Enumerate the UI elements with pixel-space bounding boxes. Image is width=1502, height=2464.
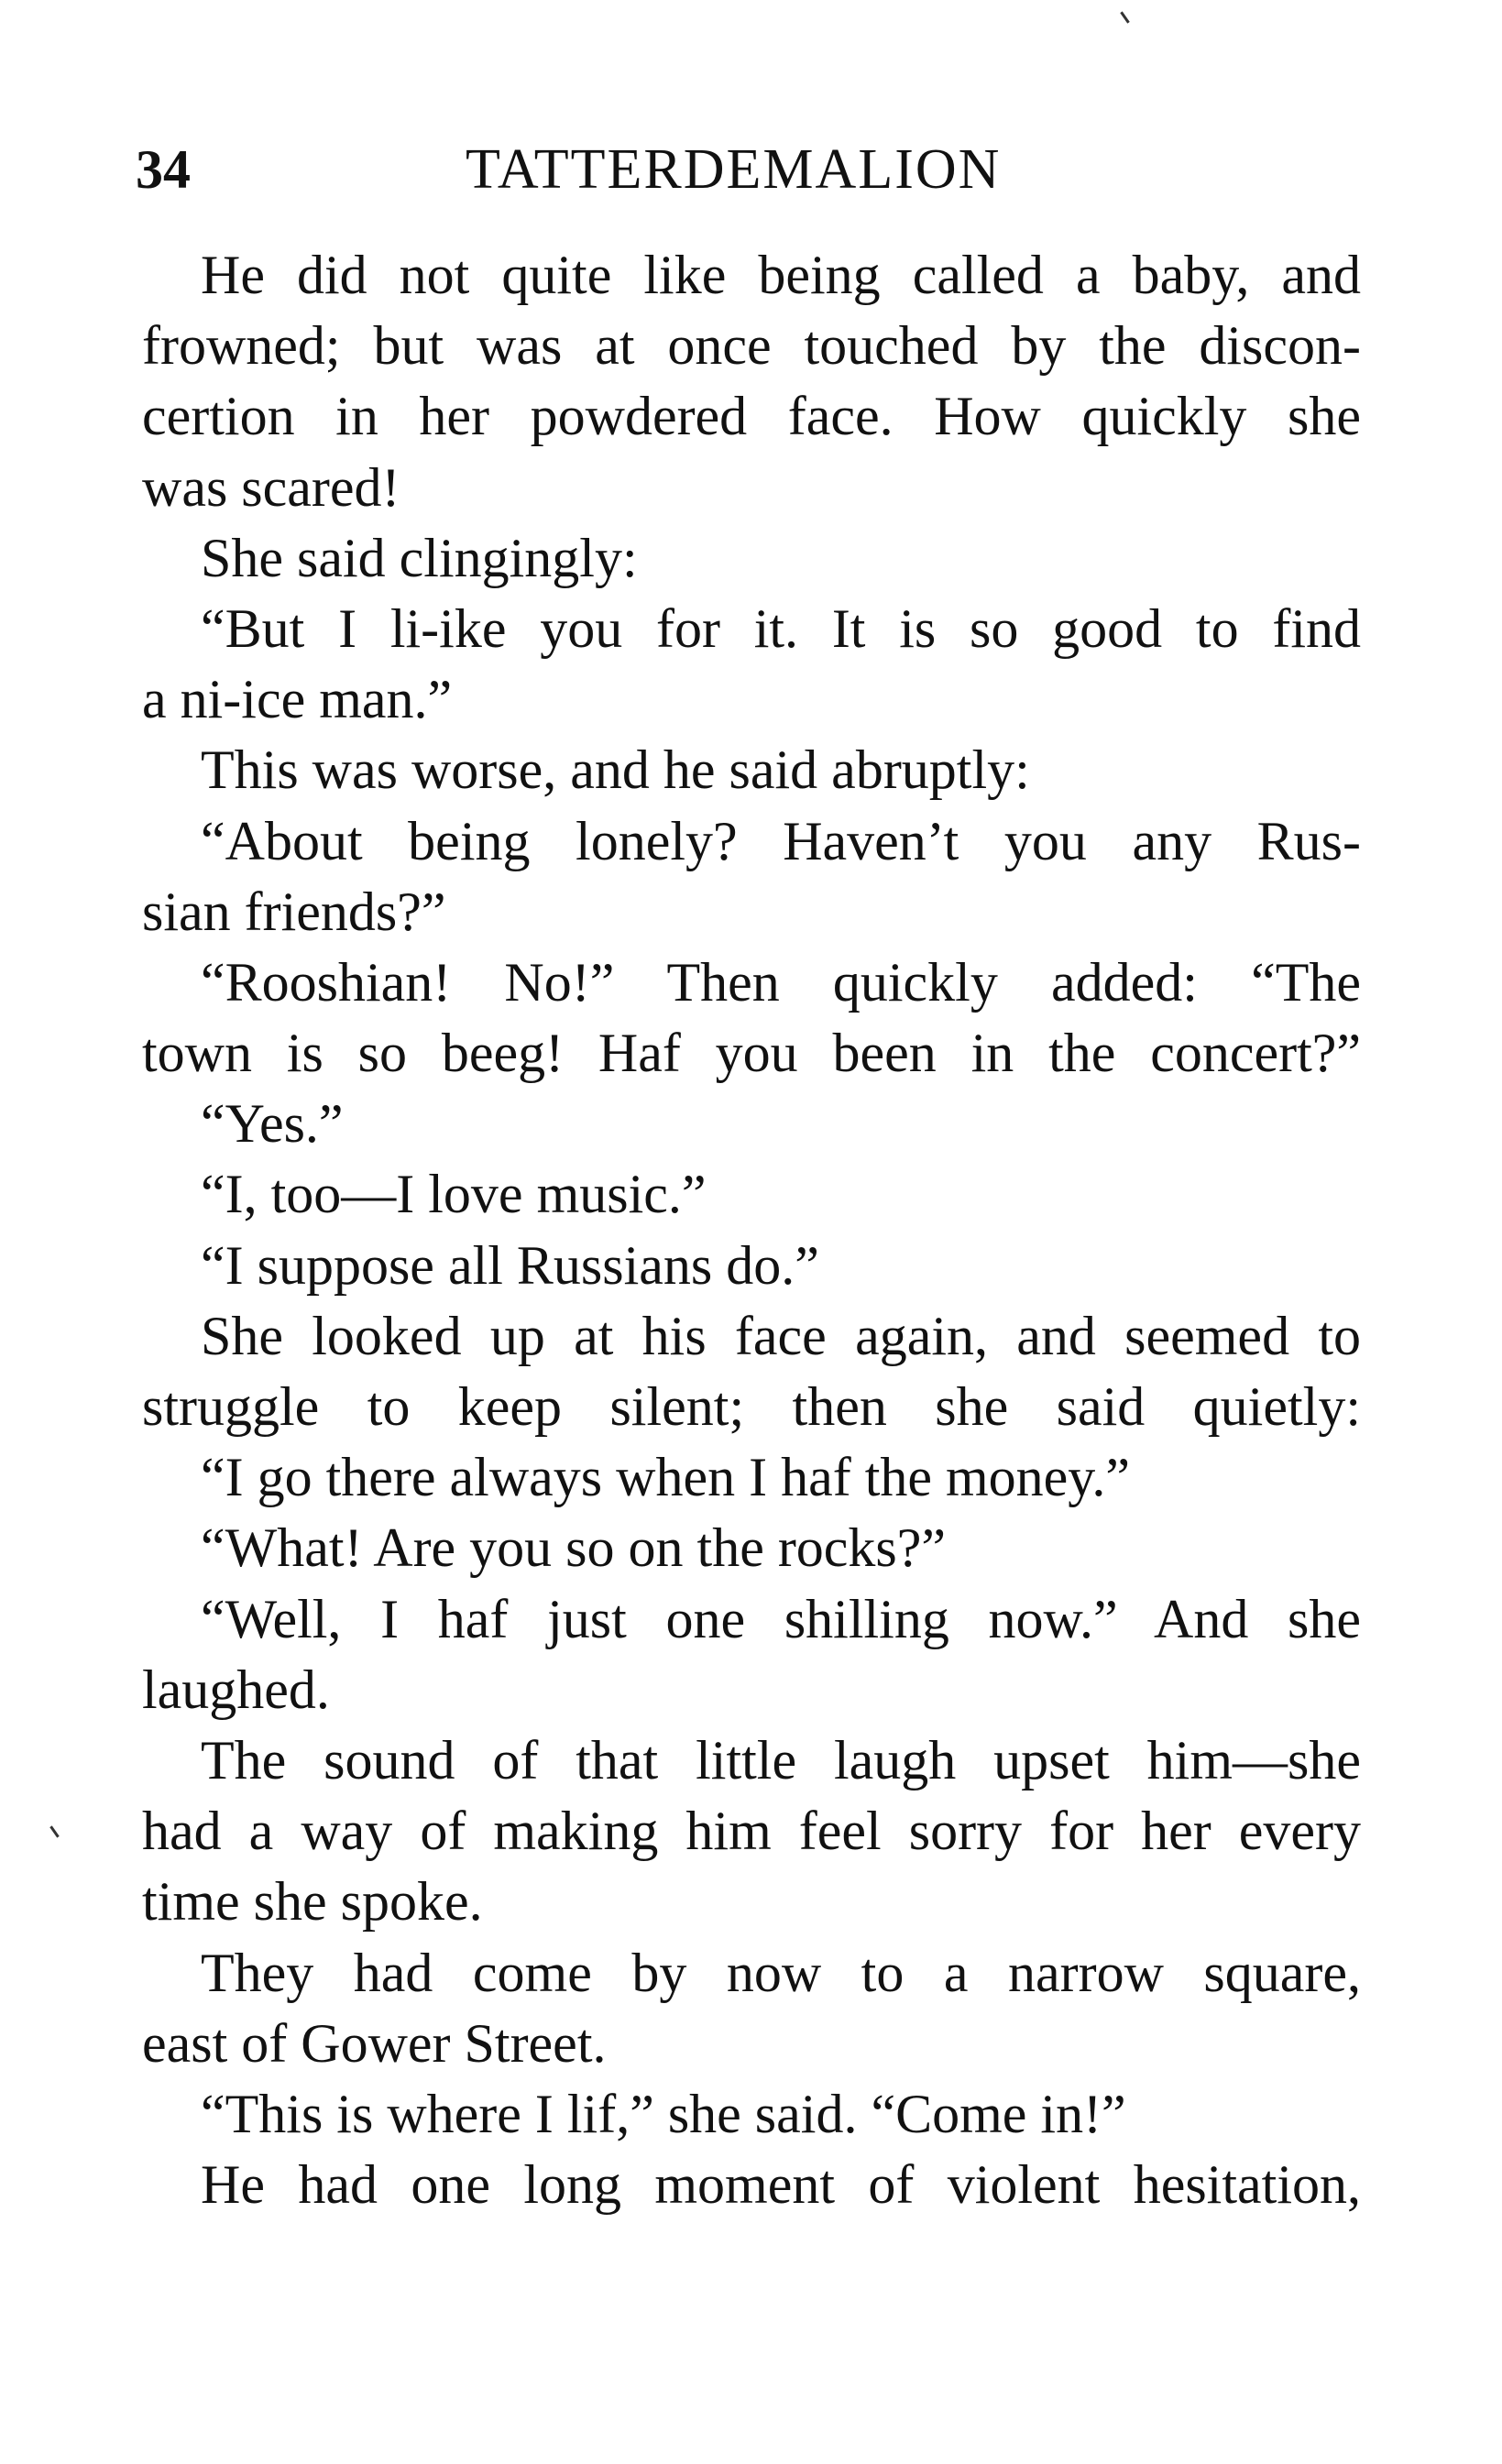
scan-speck bbox=[49, 1825, 59, 1837]
text-line: “But I li-ike you for it. It is so good to find bbox=[201, 597, 1361, 659]
scan-speck bbox=[1120, 11, 1129, 23]
text-line: sian friends?” bbox=[142, 881, 446, 942]
body-text bbox=[142, 240, 1361, 2220]
text-line: They had come by now to a narrow square, bbox=[201, 1942, 1361, 2003]
text-line: a ni-ice man.” bbox=[142, 669, 453, 730]
text-line: “Yes.” bbox=[201, 1093, 344, 1155]
text-line: struggle to keep silent; then she said quietly: bbox=[142, 1376, 1361, 1437]
text-line: She said clingingly: bbox=[201, 527, 638, 588]
text-line: had a way of making him feel sorry for her every bbox=[142, 1801, 1361, 1862]
text-line: laughed. bbox=[142, 1659, 330, 1720]
text-line: east of Gower Street. bbox=[142, 2012, 607, 2074]
text-line: time she spoke. bbox=[142, 1871, 483, 1933]
text-line: She looked up at his face again, and seemed to bbox=[201, 1305, 1361, 1366]
text-line: “I suppose all Russians do.” bbox=[201, 1234, 819, 1296]
text-line: was scared! bbox=[142, 456, 400, 518]
text-line: This was worse, and he said abruptly: bbox=[201, 739, 1030, 801]
text-line: He had one long moment of violent hesitation, bbox=[201, 2154, 1361, 2216]
text-line: “Well, I haf just one shilling now.” And she bbox=[201, 1588, 1361, 1649]
text-line: “I go there always when I haf the money.” bbox=[201, 1447, 1131, 1508]
running-title: TATTERDEMALION bbox=[466, 138, 1002, 201]
text-line: “This is where I lif,” she said. “Come in!” bbox=[201, 2083, 1126, 2144]
text-line: certion in her powdered face. How quickly she bbox=[142, 386, 1361, 447]
text-line: frowned; but was at once touched by the discon- bbox=[142, 315, 1361, 377]
text-line: The sound of that little laugh upset him—she bbox=[201, 1729, 1361, 1791]
page-header bbox=[136, 128, 1364, 211]
text-line: “What! Are you so on the rocks?” bbox=[201, 1517, 947, 1579]
text-line: “Rooshian! No!” Then quickly added: “The bbox=[201, 951, 1361, 1013]
text-line: town is so beeg! Haf you been in the concert?” bbox=[142, 1023, 1361, 1084]
text-line: “I, too—I love music.” bbox=[201, 1164, 707, 1225]
text-line: “About being lonely? Haven’t you any Rus- bbox=[201, 810, 1361, 871]
page-number: 34 bbox=[136, 139, 191, 200]
text-line: He did not quite like being called a baby, and bbox=[201, 245, 1361, 305]
